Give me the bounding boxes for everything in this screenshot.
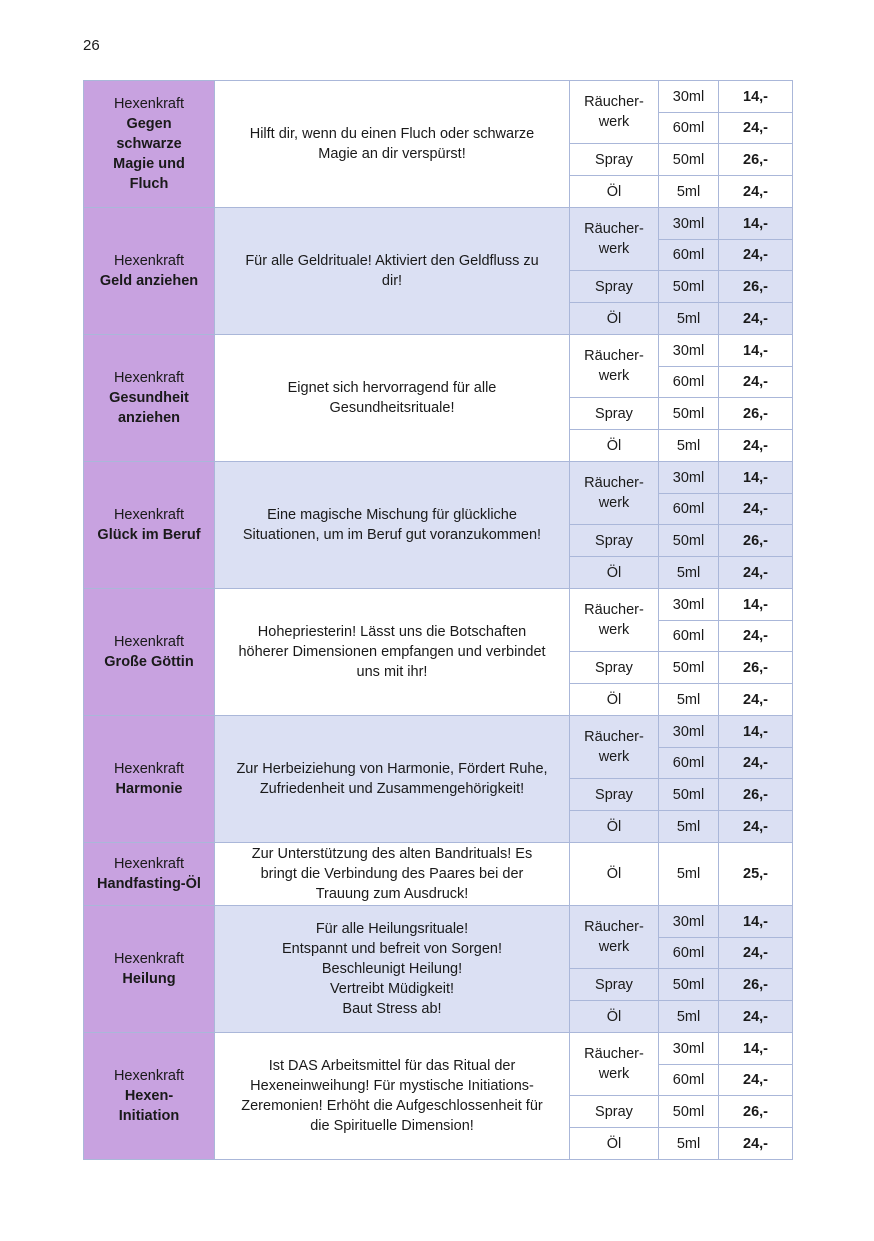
variant-type-line: werk (598, 749, 630, 765)
product-brand: Hexenkraft (113, 856, 185, 872)
product-brand: Hexenkraft (113, 761, 185, 777)
variant-price: 25,- (719, 843, 793, 906)
variant-type-line: Räucher- (584, 919, 644, 935)
variant-type (570, 335, 659, 398)
variant-price: 24,- (719, 938, 793, 969)
variant-size: 5ml (659, 430, 719, 462)
description-line: Zur Unterstützung des alten Bandrituals! Es (251, 846, 533, 862)
product-description (215, 208, 570, 335)
variant-size: 50ml (659, 398, 719, 430)
variant-type-line: Räucher- (584, 475, 644, 491)
variant-type-line: Spray (595, 659, 633, 676)
variant-price: 24,- (719, 113, 793, 144)
variant-size: 30ml (659, 335, 719, 367)
variant-price: 24,- (719, 1001, 793, 1033)
variant-size: 5ml (659, 557, 719, 589)
description-line: Beschleunigt Heilung! (321, 961, 463, 977)
variant-size: 50ml (659, 144, 719, 176)
variant-size: 30ml (659, 208, 719, 240)
variant-type (570, 303, 659, 335)
product-brand: Hexenkraft (113, 951, 185, 967)
variant-type (570, 811, 659, 843)
variant-type-line: Öl (606, 1135, 622, 1152)
variant-size: 5ml (659, 303, 719, 335)
variant-size: 60ml (659, 113, 719, 144)
variant-size: 30ml (659, 462, 719, 494)
description-line: Zufriedenheit und Zusammengehörigkeit! (259, 781, 525, 797)
variant-size: 30ml (659, 716, 719, 748)
variant-type-line: werk (598, 114, 630, 130)
table-row (84, 716, 793, 748)
variant-type (570, 1096, 659, 1128)
description-line: Situationen, um im Beruf gut voranzukommen! (242, 527, 542, 543)
variant-type (570, 462, 659, 525)
variant-type-line: Spray (595, 278, 633, 295)
description-line: Ist DAS Arbeitsmittel für das Ritual der (268, 1058, 516, 1074)
variant-type (570, 525, 659, 557)
variant-size: 60ml (659, 621, 719, 652)
table-row (84, 81, 793, 113)
variant-type (570, 144, 659, 176)
variant-type (570, 176, 659, 208)
description-line: Trauung zum Ausdruck! (315, 886, 469, 902)
variant-type-line: Spray (595, 405, 633, 422)
variant-type-line: Öl (606, 310, 622, 327)
variant-type (570, 398, 659, 430)
variant-type-line: Räucher- (584, 602, 644, 618)
product-description (215, 462, 570, 589)
product-name: Magie und (113, 156, 185, 172)
variant-price: 24,- (719, 1128, 793, 1160)
variant-size: 50ml (659, 271, 719, 303)
description-line: Eine magische Mischung für glückliche (267, 507, 517, 523)
variant-size: 50ml (659, 969, 719, 1001)
product-name-cell (84, 462, 215, 589)
variant-price: 24,- (719, 684, 793, 716)
description-line: Baut Stress ab! (342, 1001, 442, 1017)
description-line: Vertreibt Müdigkeit! (329, 981, 455, 997)
variant-type-line: Räucher- (584, 729, 644, 745)
product-name-cell (84, 81, 215, 208)
page-number: 26 (83, 37, 100, 54)
description-line: Magie an dir verspürst! (318, 146, 466, 162)
product-name: Fluch (129, 176, 169, 192)
variant-type (570, 557, 659, 589)
description-line: höherer Dimensionen empfangen und verbindet (238, 644, 546, 660)
variant-price: 14,- (719, 1033, 793, 1065)
product-name: Initiation (118, 1108, 180, 1124)
product-name: Heilung (122, 971, 176, 987)
table-row (84, 843, 793, 906)
description-line: Zur Herbeiziehung von Harmonie, Fördert Ruhe, (236, 761, 548, 777)
product-name: Glück im Beruf (97, 527, 201, 543)
variant-price: 14,- (719, 906, 793, 938)
product-name-cell (84, 1033, 215, 1160)
variant-price: 26,- (719, 1096, 793, 1128)
variant-type-line: werk (598, 939, 630, 955)
description-line: Entspannt und befreit von Sorgen! (281, 941, 503, 957)
table-row (84, 906, 793, 938)
variant-type-line: Öl (606, 866, 622, 882)
variant-price: 26,- (719, 398, 793, 430)
product-description (215, 716, 570, 843)
variant-type (570, 1033, 659, 1096)
product-name: schwarze (116, 136, 182, 152)
variant-type (570, 589, 659, 652)
variant-price: 26,- (719, 969, 793, 1001)
variant-price: 14,- (719, 589, 793, 621)
variant-size: 30ml (659, 1033, 719, 1065)
variant-type-line: Öl (606, 564, 622, 581)
variant-size: 5ml (659, 684, 719, 716)
variant-type-line: Öl (606, 183, 622, 200)
variant-type-line: Öl (606, 1008, 622, 1025)
variant-price: 26,- (719, 144, 793, 176)
product-name-cell (84, 906, 215, 1033)
variant-type-line: Spray (595, 786, 633, 803)
variant-price: 26,- (719, 271, 793, 303)
variant-price: 24,- (719, 430, 793, 462)
variant-size: 60ml (659, 748, 719, 779)
variant-type (570, 906, 659, 969)
variant-type-line: Spray (595, 151, 633, 168)
product-name-cell (84, 335, 215, 462)
variant-price: 26,- (719, 779, 793, 811)
variant-type-line: werk (598, 622, 630, 638)
product-name-cell (84, 589, 215, 716)
product-brand: Hexenkraft (113, 96, 185, 112)
variant-size: 5ml (659, 843, 719, 906)
table-row (84, 1033, 793, 1065)
variant-price: 14,- (719, 716, 793, 748)
variant-size: 50ml (659, 779, 719, 811)
description-line: bringt die Verbindung des Paares bei der (260, 866, 524, 882)
variant-type (570, 208, 659, 271)
variant-type-line: Öl (606, 437, 622, 454)
product-brand: Hexenkraft (113, 634, 185, 650)
product-description (215, 81, 570, 208)
variant-size: 50ml (659, 652, 719, 684)
variant-type (570, 684, 659, 716)
product-name-cell (84, 208, 215, 335)
variant-size: 5ml (659, 811, 719, 843)
variant-type (570, 779, 659, 811)
product-name: Geld anziehen (99, 273, 199, 289)
variant-type-line: Räucher- (584, 221, 644, 237)
variant-size: 30ml (659, 906, 719, 938)
product-description (215, 906, 570, 1033)
product-description (215, 1033, 570, 1160)
variant-price: 24,- (719, 557, 793, 589)
variant-size: 30ml (659, 589, 719, 621)
variant-size: 50ml (659, 1096, 719, 1128)
product-description (215, 589, 570, 716)
variant-type (570, 430, 659, 462)
variant-price: 14,- (719, 335, 793, 367)
variant-size: 60ml (659, 367, 719, 398)
variant-type (570, 843, 659, 906)
product-brand: Hexenkraft (113, 253, 185, 269)
variant-price: 26,- (719, 652, 793, 684)
variant-size: 60ml (659, 1065, 719, 1096)
variant-size: 30ml (659, 81, 719, 113)
variant-size: 60ml (659, 240, 719, 271)
variant-type-line: Räucher- (584, 348, 644, 364)
variant-price: 14,- (719, 81, 793, 113)
product-description (215, 335, 570, 462)
variant-type-line: werk (598, 1066, 630, 1082)
description-line: Hexeneinweihung! Für mystische Initiations- (250, 1078, 534, 1094)
table-row (84, 589, 793, 621)
variant-price: 14,- (719, 208, 793, 240)
variant-price: 24,- (719, 303, 793, 335)
variant-type-line: Spray (595, 976, 633, 993)
variant-type-line: Spray (595, 1103, 633, 1120)
variant-price: 24,- (719, 1065, 793, 1096)
table-row (84, 335, 793, 367)
variant-size: 50ml (659, 525, 719, 557)
variant-size: 60ml (659, 494, 719, 525)
variant-size: 5ml (659, 1001, 719, 1033)
description-line: Hilft dir, wenn du einen Fluch oder schwarze (249, 126, 535, 142)
product-name: Hexen- (124, 1088, 174, 1104)
product-brand: Hexenkraft (113, 370, 185, 386)
product-name: Harmonie (115, 781, 183, 797)
variant-type (570, 1128, 659, 1160)
product-description (215, 843, 570, 906)
variant-size: 60ml (659, 938, 719, 969)
description-line: Hohepriesterin! Lässt uns die Botschaften (257, 624, 527, 640)
product-name: anziehen (117, 410, 181, 426)
product-brand: Hexenkraft (113, 1068, 185, 1084)
variant-type-line: Räucher- (584, 1046, 644, 1062)
variant-type (570, 969, 659, 1001)
description-line: Gesundheitsrituale! (329, 400, 455, 416)
product-brand: Hexenkraft (113, 507, 185, 523)
product-name: Gegen (126, 116, 172, 132)
variant-price: 26,- (719, 525, 793, 557)
variant-type-line: Öl (606, 691, 622, 708)
variant-type-line: Spray (595, 532, 633, 549)
description-line: Für alle Heilungsrituale! (315, 921, 469, 937)
variant-price: 24,- (719, 176, 793, 208)
variant-type (570, 271, 659, 303)
variant-type-line: werk (598, 495, 630, 511)
product-name: Handfasting-Öl (97, 876, 201, 892)
variant-price: 24,- (719, 240, 793, 271)
description-line: die Spirituelle Dimension! (310, 1118, 474, 1134)
variant-price: 24,- (719, 811, 793, 843)
variant-type (570, 1001, 659, 1033)
product-name: Gesundheit (109, 390, 189, 406)
variant-type (570, 81, 659, 144)
variant-price: 24,- (719, 621, 793, 652)
variant-price: 14,- (719, 462, 793, 494)
variant-price: 24,- (719, 748, 793, 779)
description-line: dir! (381, 273, 403, 289)
variant-price: 24,- (719, 494, 793, 525)
product-name-cell (84, 716, 215, 843)
product-price-table (83, 80, 793, 1160)
description-line: uns mit ihr! (356, 664, 428, 680)
product-name-cell (84, 843, 215, 906)
variant-type (570, 716, 659, 779)
description-line: Für alle Geldrituale! Aktiviert den Geldfluss zu (245, 253, 539, 269)
variant-type (570, 652, 659, 684)
product-name: Große Göttin (104, 654, 194, 670)
variant-type-line: Räucher- (584, 94, 644, 110)
variant-type-line: werk (598, 241, 630, 257)
description-line: Eignet sich hervorragend für alle (287, 380, 497, 396)
variant-price: 24,- (719, 367, 793, 398)
variant-size: 5ml (659, 1128, 719, 1160)
variant-size: 5ml (659, 176, 719, 208)
table-row (84, 208, 793, 240)
table-row (84, 462, 793, 494)
variant-type-line: Öl (606, 818, 622, 835)
variant-type-line: werk (598, 368, 630, 384)
description-line: Zeremonien! Erhöht die Aufgeschlossenheit für (241, 1098, 543, 1114)
